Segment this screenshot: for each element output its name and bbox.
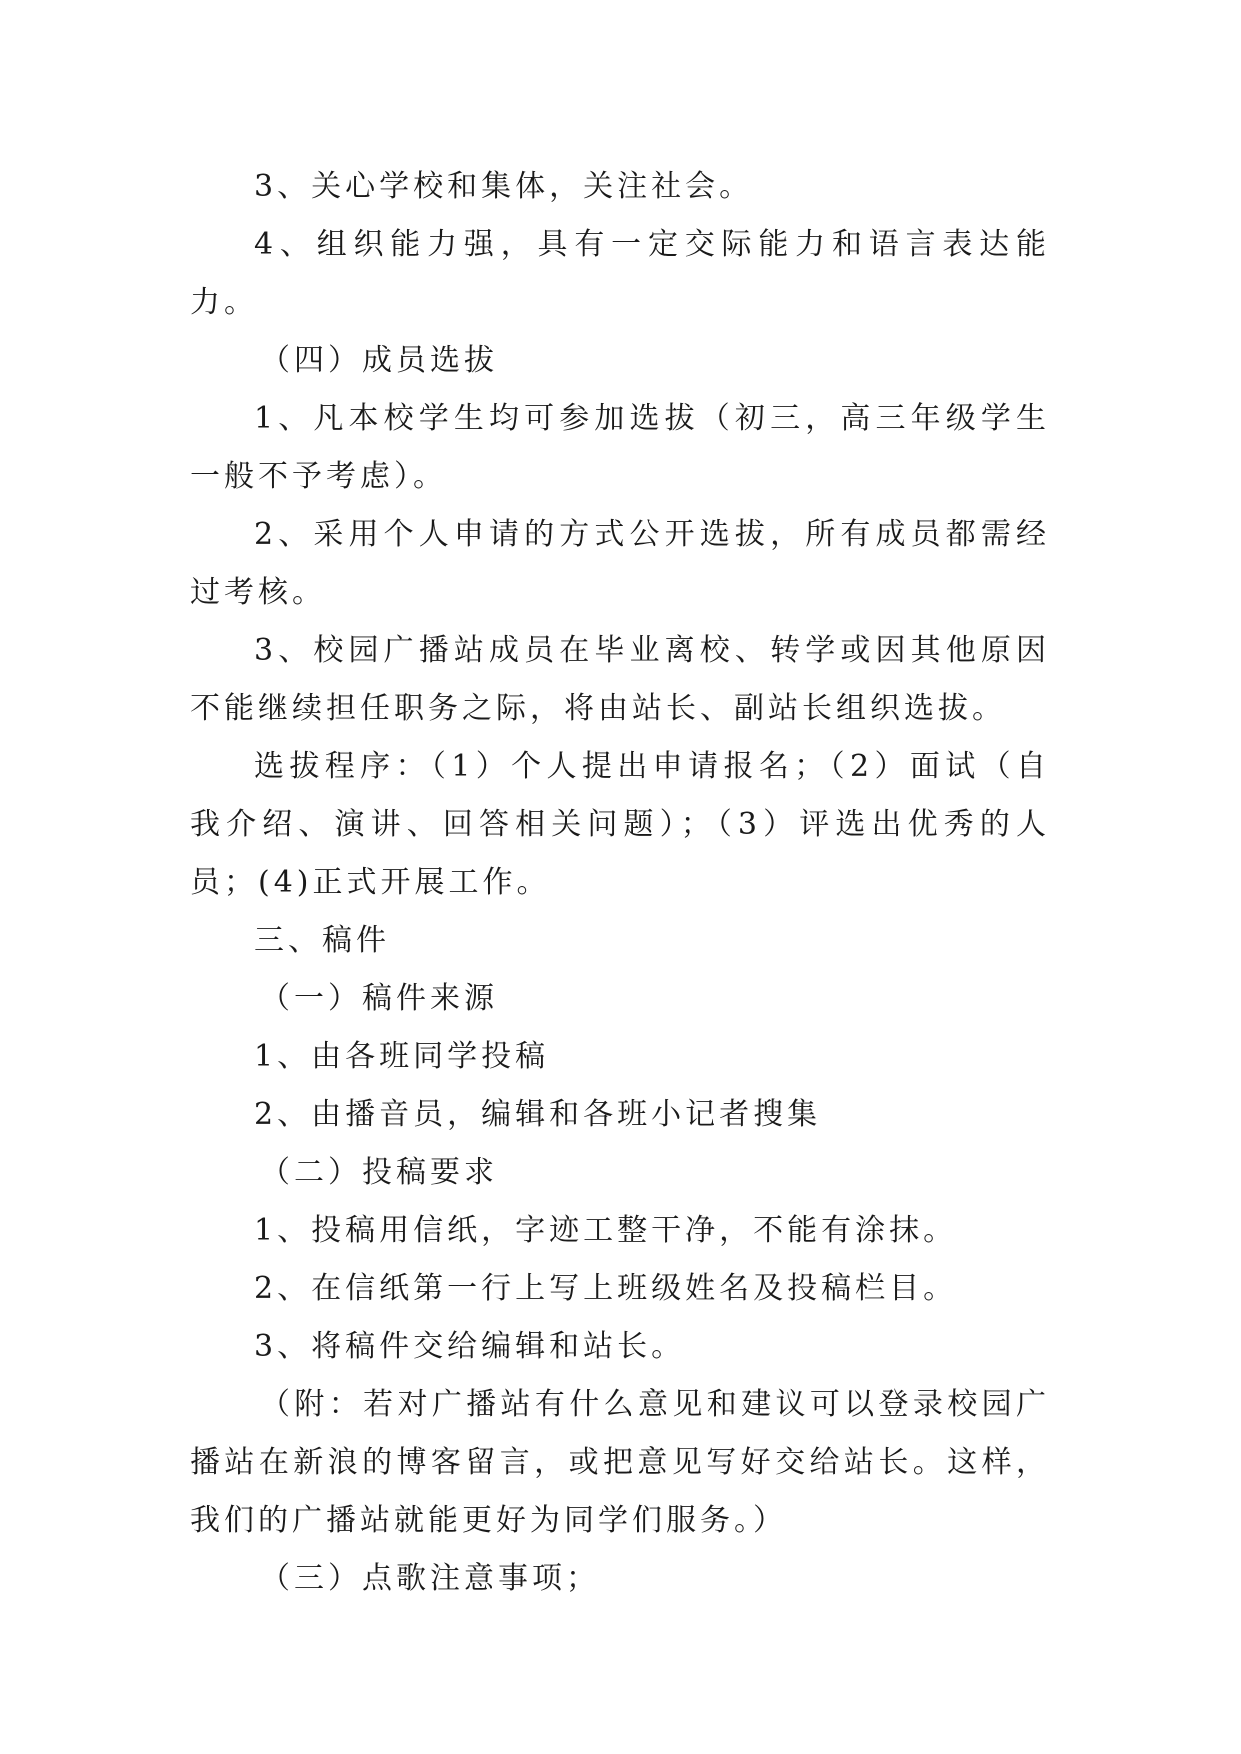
paragraph: 1、由各班同学投稿 (254, 1039, 550, 1074)
section-heading: （二）投稿要求 (260, 1155, 498, 1190)
section-heading: （四）成员选拔 (260, 343, 498, 378)
paragraph: 选拔程序：（1）个人提出申请报名；（2）面试（自我介绍、演讲、回答相关问题）；（3）评选出优秀的人员；(4)正式开展工作。 (190, 749, 1050, 900)
paragraph: 4、组织能力强，具有一定交际能力和语言表达能力。 (190, 227, 1050, 320)
section-heading: （三）点歌注意事项； (260, 1561, 600, 1596)
document-page (190, 158, 1050, 1608)
paragraph: 3、将稿件交给编辑和站长。 (254, 1329, 686, 1364)
section-heading: 三、稿件 (254, 923, 390, 958)
note-paragraph: （附：若对广播站有什么意见和建议可以登录校园广播站在新浪的博客留言，或把意见写好交给站长。这样，我们的广播站就能更好为同学们服务。） (190, 1387, 1050, 1538)
paragraph: 1、凡本校学生均可参加选拔（初三，高三年级学生一般不予考虑）。 (190, 401, 1050, 494)
paragraph: 2、由播音员，编辑和各班小记者搜集 (254, 1097, 822, 1132)
paragraph: 1、投稿用信纸，字迹工整干净，不能有涂抹。 (254, 1213, 958, 1248)
paragraph: 3、校园广播站成员在毕业离校、转学或因其他原因不能继续担任职务之际，将由站长、副站长组织选拔。 (190, 633, 1050, 726)
paragraph: 3、关心学校和集体，关注社会。 (254, 169, 754, 204)
paragraph: 2、在信纸第一行上写上班级姓名及投稿栏目。 (254, 1271, 958, 1306)
paragraph: 2、采用个人申请的方式公开选拔，所有成员都需经过考核。 (190, 517, 1050, 610)
section-heading: （一）稿件来源 (260, 981, 498, 1016)
